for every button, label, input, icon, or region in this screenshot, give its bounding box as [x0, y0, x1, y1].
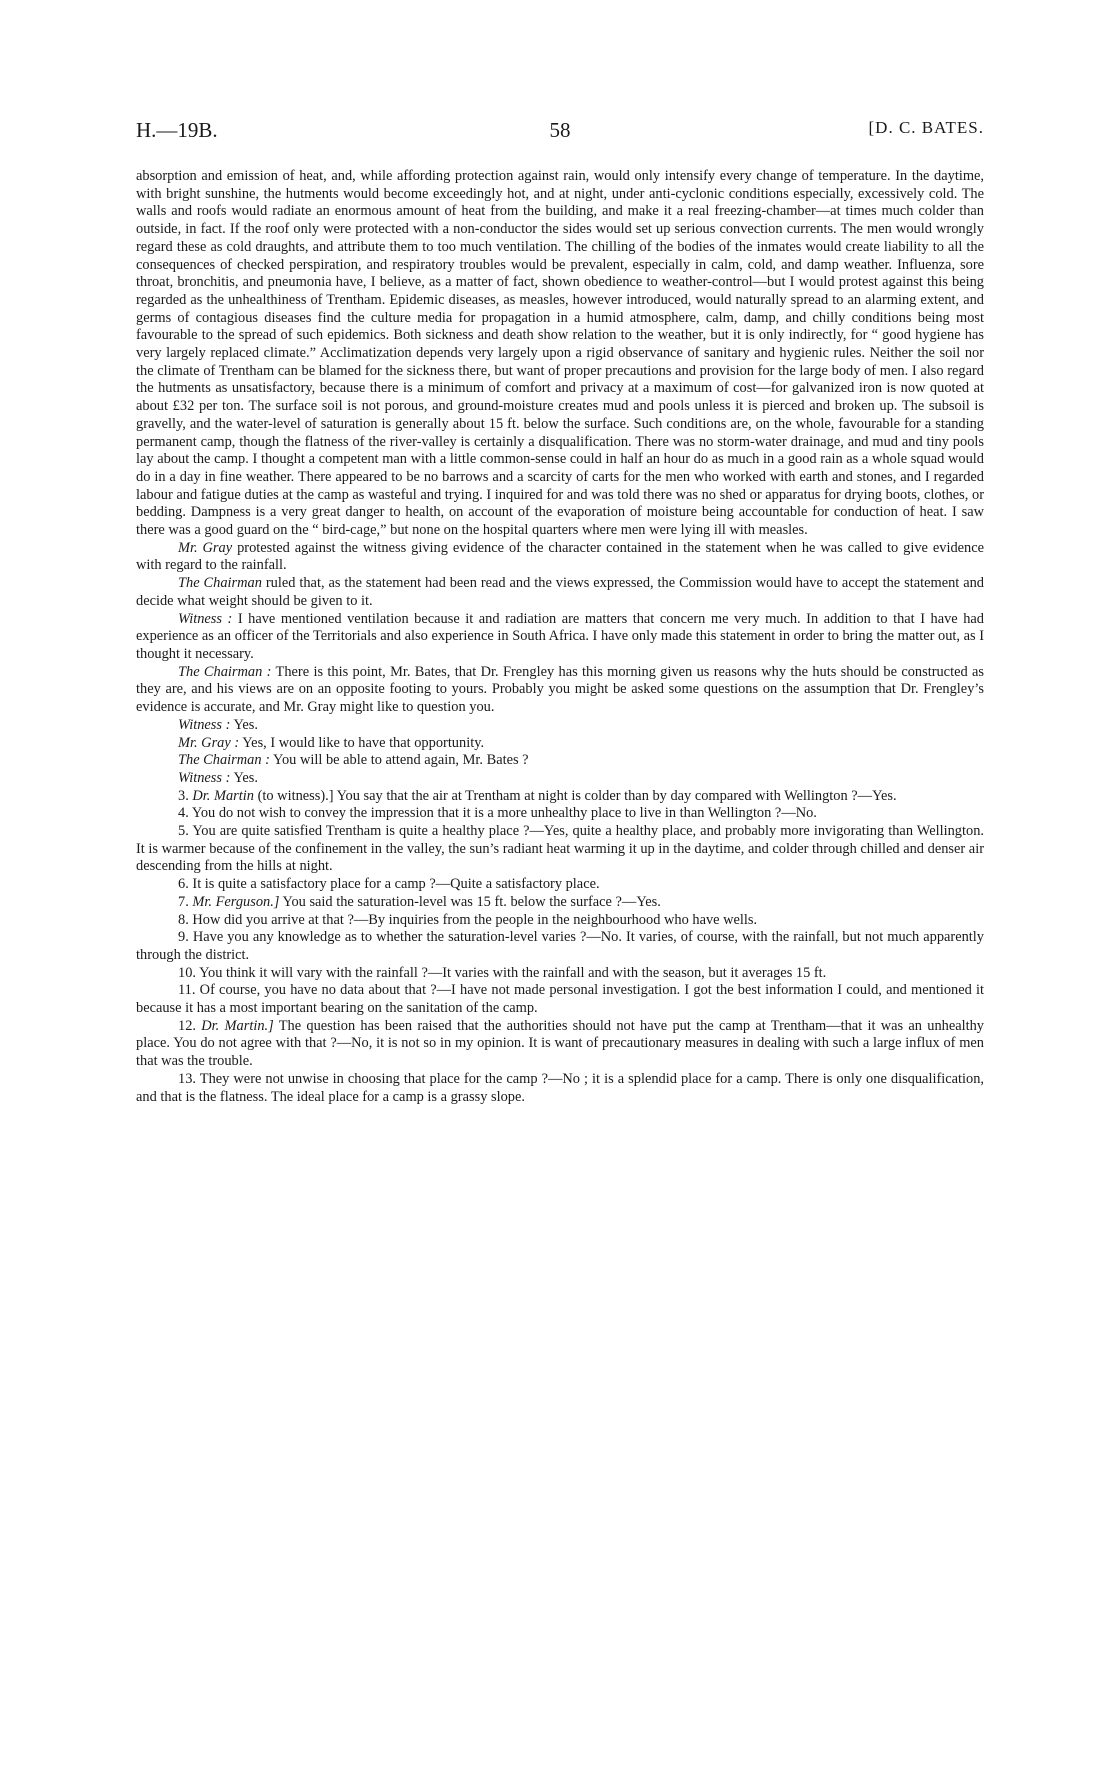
question-number: 11.: [178, 982, 196, 999]
paragraph: Mr. Gray protested against the witness giving evidence of the character contained in the statement when he was called to give evidence with regard to the rainfall.: [136, 539, 984, 574]
question-number: 8.: [178, 911, 189, 928]
speaker-name: The Chairman :: [178, 752, 270, 769]
witness-name: [D. C. BATES.: [868, 118, 984, 137]
speaker-name: Mr. Ferguson.]: [192, 893, 280, 910]
paragraph: Mr. Gray : Yes, I would like to have that opportunity.: [178, 734, 485, 751]
report-reference: H.—19B.: [136, 118, 218, 142]
paragraph: absorption and emission of heat, and, while affording protection against rain, would only intensify every change of temperature. In the daytime, with bright sunshine, the hutments would become exceedingly hot, and at night, under anti-cyclonic conditions especially, excessively cold. The walls and roofs would radiate an enormous amount of heat from the building, and make it a real freezing-chamber—at times much colder than outside, in fact. If the roof only were protected with a non-conductor the sides would set up serious convection currents. The men would wrongly regard these as cold draughts, and attribute them to too much ventilation. The chilling of the bodies of the inmates would create liability to all the consequences of checked perspiration, and respiratory troubles would be prevalent, especially in calm, cold, and damp weather. Influenza, sore throat, bronchitis, and pneumonia have, I believe, as a matter of fact, shown obedience to weather-control—but I would protest against this being regarded as the unhealthiness of Trentham. Epidemic diseases, as measles, however introduced, would naturally spread to an alarming extent, and germs of contagious diseases find the culture media for propagation in a humid atmosphere, calm, damp, and chilly conditions being most favourable to the spread of such epidemics. Both sickness and death show relation to the weather, but it is only indirectly, for “ good hygiene has very largely replaced climate.” Acclimatization depends very largely upon a rigid observance of sanitary and hygienic rules. Neither the soil nor the climate of Trentham can be blamed for the sickness there, but want of proper precautions and provision for the large body of men. I also regard the hutments as unsatisfactory, because there is a minimum of comfort and privacy at a maximum of cost—for galvanized iron is now quoted at about £32 per ton. The surface soil is not porous, and ground-moisture creates mud and pools unless it is pierced and broken up. The subsoil is gravelly, and the water-level of saturation is generally about 15 ft. below the surface. Such conditions are, on the whole, favourable for a standing permanent camp, though the flatness of the river-valley is certainly a disqualification. There was no storm-water drainage, and mud and tiny pools lay about the camp. I thought a competent man with a little common-sense could in half an hour do as much in a good rain as a whole squad would do in a day in fine weather. There appeared to be no barrows and a scarcity of carts for the men who worked with earth and stones, and I regarded labour and fatigue duties at the camp as wasteful and trying. I inquired for and was told there was no shed or apparatus for drying boots, clothes, or bedding. Dampness is a very great danger to health, on account of the evaporation of moisture being accountable for conduction of heat. I saw there was a good guard on the “ bird-cage,” but none on the hospital quarters where men were lying ill with measles.: [136, 168, 984, 539]
question-item: 10. You think it will vary with the rainfall ?—It varies with the rainfall and with the season, but it averages 15 ft.: [178, 964, 827, 981]
paragraph: Witness : Yes.: [178, 769, 258, 786]
question-number: 7.: [178, 893, 189, 910]
question-item: 11. Of course, you have no data about that ?—I have not made personal investigation. I got the best information I could, and mentioned it because it has a most important bearing on the sanitation of the camp.: [136, 982, 984, 1017]
question-item: 8. How did you arrive at that ?—By inquiries from the people in the neighbourhood who have wells.: [178, 911, 758, 928]
page-header: [136, 118, 984, 146]
paragraph: Witness : I have mentioned ventilation because it and radiation are matters that concern me very much. In addition to that I have had experience as an officer of the Territorials and also experience in South Africa. I have only made this statement in order to bring the matter out, as I thought it necessary.: [136, 610, 984, 662]
speaker-name: The Chairman :: [178, 663, 272, 680]
question-item: 3. Dr. Martin (to witness).] You say that the air at Trentham at night is colder than by day compared with Wellington ?—Yes.: [178, 787, 897, 804]
speaker-name: Mr. Gray: [178, 539, 233, 556]
question-number: 12.: [178, 1017, 196, 1034]
question-number: 10.: [178, 964, 196, 981]
question-number: 9.: [178, 929, 189, 946]
question-number: 13.: [178, 1070, 196, 1087]
question-item: 12. Dr. Martin.] The question has been raised that the authorities should not have put the camp at Trentham—that it was an unhealthy place. You do not agree with that ?—No, it is not so in my opinion. It is want of precautionary measures in dealing with such a large influx of men that was the trouble.: [136, 1017, 984, 1070]
speaker-name: Witness :: [178, 610, 233, 627]
paragraph: The Chairman : There is this point, Mr. Bates, that Dr. Frengley has this morning given us reasons why the huts should be constructed as they are, and his views are on an opposite footing to yours. Probably you might be asked some questions on the assumption that Dr. Frengley’s evidence is accurate, and Mr. Gray might like to question you.: [136, 663, 984, 716]
question-number: 5.: [178, 823, 189, 840]
speaker-name: Mr. Gray :: [178, 734, 240, 751]
question-number: 6.: [178, 876, 189, 893]
question-item: 5. You are quite satisfied Trentham is quite a healthy place ?—Yes, quite a healthy place, and probably more invigorating than Wellington. It is warmer because of the confinement in the valley, the sun’s radiant heat warming it up in the daytime, and colder through chilled and denser air descending from the hills at night.: [136, 823, 984, 875]
speaker-name: Dr. Martin: [192, 787, 254, 804]
speaker-name: The Chairman: [178, 575, 262, 592]
question-number: 3.: [178, 787, 189, 804]
document-body: [136, 168, 984, 1106]
speaker-name: Witness :: [178, 769, 231, 786]
question-item: 6. It is quite a satisfactory place for a camp ?—Quite a satisfactory place.: [178, 876, 600, 893]
speaker-name: Witness :: [178, 716, 231, 733]
question-number: 4.: [178, 805, 189, 822]
question-item: 9. Have you any knowledge as to whether the saturation-level varies ?—No. It varies, of course, with the rainfall, but not much apparently through the district.: [136, 929, 984, 963]
question-item: 4. You do not wish to convey the impression that it is a more unhealthy place to live in than Wellington ?—No.: [178, 805, 817, 822]
paragraph: Witness : Yes.: [178, 716, 258, 733]
paragraph: The Chairman : You will be able to attend again, Mr. Bates ?: [178, 752, 529, 769]
question-item: 7. Mr. Ferguson.] You said the saturation-level was 15 ft. below the surface ?—Yes.: [178, 893, 661, 910]
paragraph: The Chairman ruled that, as the statement had been read and the views expressed, the Commission would have to accept the statement and decide what weight should be given to it.: [136, 575, 984, 609]
speaker-name: Dr. Martin.]: [201, 1017, 274, 1034]
question-item: 13. They were not unwise in choosing that place for the camp ?—No ; it is a splendid place for a camp. There is only one disqualification, and that is the flatness. The ideal place for a camp is a grassy slope.: [136, 1070, 984, 1105]
page-number: 58: [549, 118, 571, 142]
